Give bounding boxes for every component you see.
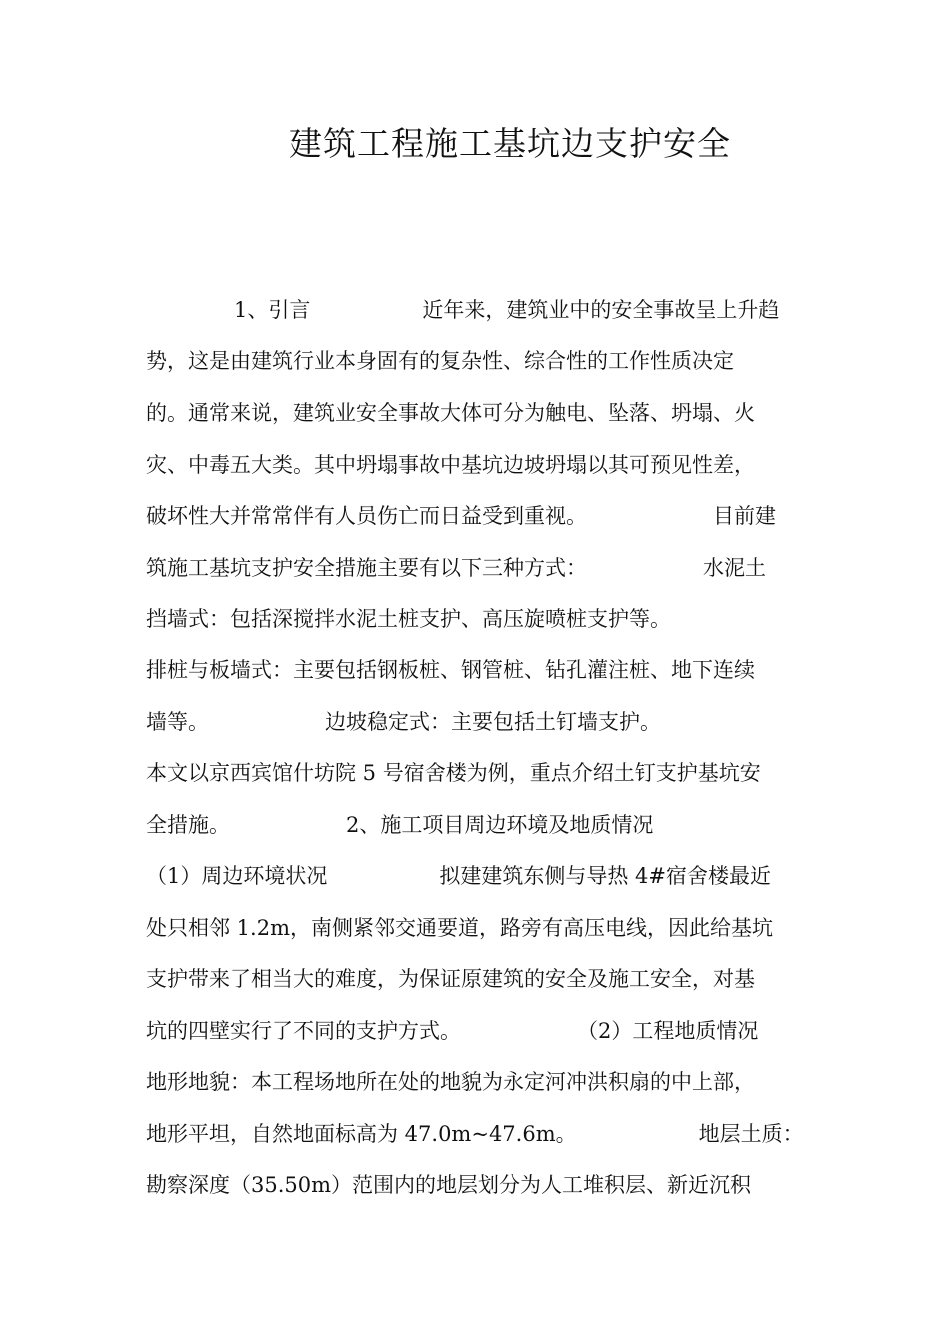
body-line-13: [146, 913, 773, 943]
line-segment: 2、施工项目周边环境及地质情况: [346, 813, 654, 837]
body-line-9: [146, 707, 661, 737]
body-line-12: [146, 861, 771, 891]
line-segment: 地层土质：: [698, 1122, 804, 1146]
body-line-18: [146, 1170, 751, 1200]
line-segment: 目前建: [713, 504, 776, 528]
line-segment: （2）工程地质情况: [577, 1019, 759, 1043]
line-segment: 地形平坦，自然地面标高为 47.0m~47.6m。: [146, 1122, 577, 1146]
body-line-2: [146, 346, 734, 376]
body-line-8: [146, 655, 755, 685]
line-segment: 支护带来了相当大的难度，为保证原建筑的安全及施工安全，对基: [146, 967, 755, 991]
line-segment: 勘察深度（35.50m）范围内的地层划分为人工堆积层、新近沉积: [146, 1173, 752, 1197]
line-segment: 拟建建筑东侧与导热 4#宿舍楼最近: [439, 864, 772, 888]
line-segment: 墙等。: [146, 710, 209, 734]
line-segment: 处只相邻 1.2m，南侧紧邻交通要道，路旁有高压电线，因此给基坑: [146, 916, 773, 940]
line-segment: 破坏性大并常常伴有人员伤亡而日益受到重视。: [146, 504, 587, 528]
line-segment: 水泥土: [703, 556, 766, 580]
line-segment: 挡墙式：包括深搅拌水泥土桩支护、高压旋喷桩支护等。: [146, 607, 671, 631]
body-line-6: [146, 553, 766, 583]
body-line-4: [146, 450, 755, 480]
line-segment: 灾、中毒五大类。其中坍塌事故中基坑边坡坍塌以其可预见性差，: [146, 453, 755, 477]
body-line-7: [146, 604, 671, 634]
document-title: 建筑工程施工基坑边支护安全: [289, 124, 731, 163]
body-line-5: [146, 501, 776, 531]
line-segment: 本文以京西宾馆什坊院 5 号宿舍楼为例，重点介绍土钉支护基坑安: [146, 761, 761, 785]
line-segment: 排桩与板墙式：主要包括钢板桩、钢管桩、钻孔灌注桩、地下连续: [146, 658, 755, 682]
body-line-16: [146, 1067, 755, 1097]
body-line-14: [146, 964, 755, 994]
body-line-3: [146, 398, 755, 428]
body-line-15: [146, 1016, 758, 1046]
line-segment: 地形地貌：本工程场地所在处的地貌为永定河冲洪积扇的中上部，: [146, 1070, 755, 1094]
line-segment: 全措施。: [146, 813, 230, 837]
body-line-10: [146, 758, 761, 788]
line-segment: 的。通常来说，建筑业安全事故大体可分为触电、坠落、坍塌、火: [146, 401, 755, 425]
line-segment: 坑的四壁实行了不同的支护方式。: [146, 1019, 461, 1043]
body-line-11: [146, 810, 653, 840]
line-segment: （1）周边环境状况: [146, 864, 328, 888]
line-segment: 势，这是由建筑行业本身固有的复杂性、综合性的工作性质决定: [146, 349, 734, 373]
line-segment: 1、引言: [234, 298, 311, 322]
body-line-1: [234, 295, 779, 325]
line-segment: 近年来，建筑业中的安全事故呈上升趋: [422, 298, 780, 322]
body-line-17: [146, 1119, 804, 1149]
line-segment: 边坡稳定式：主要包括土钉墙支护。: [325, 710, 661, 734]
line-segment: 筑施工基坑支护安全措施主要有以下三种方式：: [146, 556, 587, 580]
